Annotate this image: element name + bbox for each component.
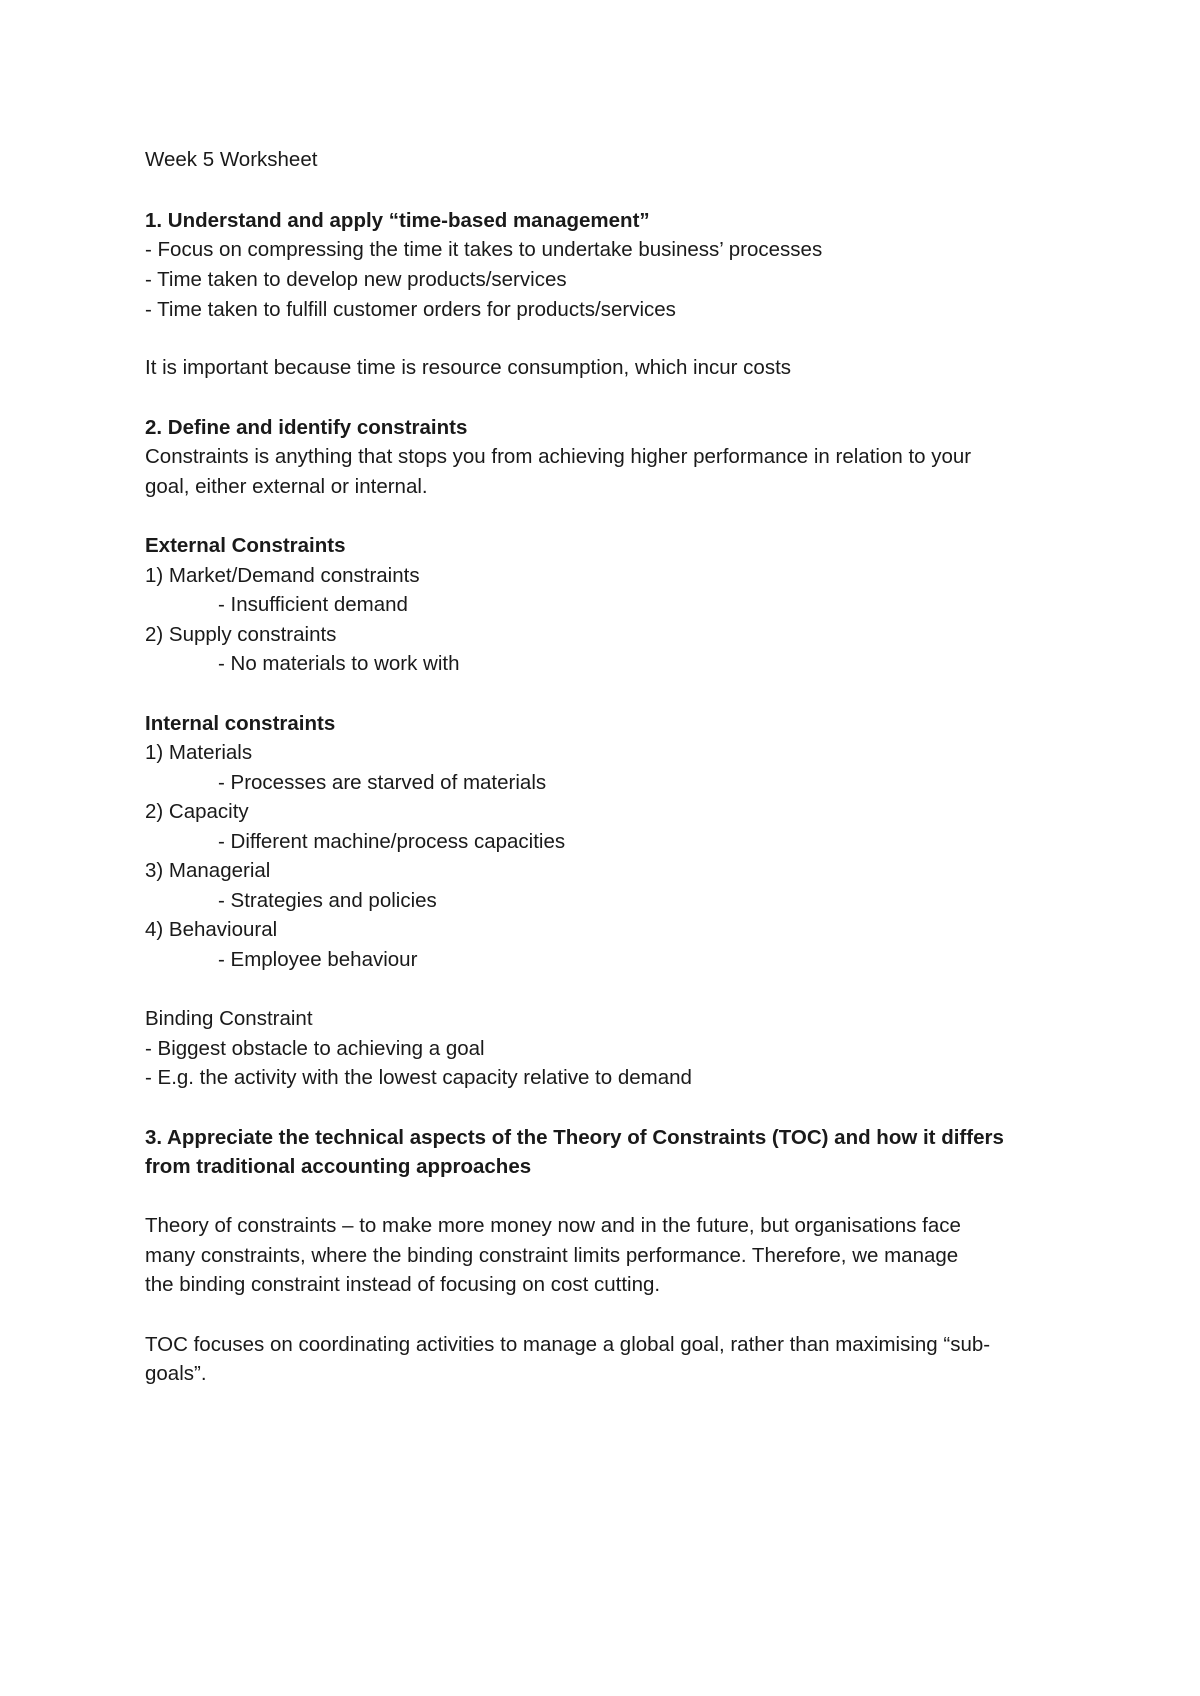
internal-item-label: 2) Capacity: [145, 800, 249, 823]
external-item-label: 1) Market/Demand constraints: [145, 564, 420, 587]
section2-definition: Constraints is anything that stops you from achieving higher performance in relation to your: [145, 445, 972, 468]
internal-item-detail: - Processes are starved of materials: [218, 771, 547, 794]
internal-item-detail: - Strategies and policies: [218, 889, 437, 912]
section1-bullet: - Focus on compressing the time it takes to undertake business’ processes: [145, 238, 823, 261]
section3-heading: 3. Appreciate the technical aspects of the Theory of Constraints (TOC) and how it differs: [145, 1126, 1004, 1149]
internal-item-label: 1) Materials: [145, 741, 253, 764]
external-constraints-heading: External Constraints: [145, 534, 346, 557]
section1-bullet: - Time taken to fulfill customer orders for products/services: [145, 298, 676, 321]
internal-item-detail: - Different machine/process capacities: [218, 830, 566, 853]
section3-paragraph: the binding constraint instead of focusing on cost cutting.: [145, 1273, 661, 1296]
binding-constraint-bullet: - E.g. the activity with the lowest capacity relative to demand: [145, 1066, 692, 1089]
external-item-label: 2) Supply constraints: [145, 623, 337, 646]
binding-constraint-heading: Binding Constraint: [145, 1007, 313, 1030]
external-item-detail: - Insufficient demand: [218, 593, 408, 616]
binding-constraint-bullet: - Biggest obstacle to achieving a goal: [145, 1037, 485, 1060]
internal-item-label: 3) Managerial: [145, 859, 271, 882]
section1-bullet: - Time taken to develop new products/services: [145, 268, 567, 291]
section1-note: It is important because time is resource consumption, which incur costs: [145, 356, 792, 379]
internal-item-detail: - Employee behaviour: [218, 948, 418, 971]
section1-heading: 1. Understand and apply “time-based management”: [145, 209, 650, 232]
section3-paragraph: many constraints, where the binding constraint limits performance. Therefore, we manage: [145, 1244, 959, 1267]
internal-item-label: 4) Behavioural: [145, 918, 278, 941]
section2-heading: 2. Define and identify constraints: [145, 416, 468, 439]
internal-constraints-heading: Internal constraints: [145, 712, 336, 735]
section3-paragraph: Theory of constraints – to make more money now and in the future, but organisations face: [145, 1214, 961, 1237]
section3-paragraph: goals”.: [145, 1362, 207, 1385]
section3-heading: from traditional accounting approaches: [145, 1155, 532, 1178]
section3-paragraph: TOC focuses on coordinating activities to manage a global goal, rather than maximising “sub-: [145, 1333, 991, 1356]
document-title: Week 5 Worksheet: [145, 148, 318, 171]
external-item-detail: - No materials to work with: [218, 652, 460, 675]
section2-definition: goal, either external or internal.: [145, 475, 428, 498]
